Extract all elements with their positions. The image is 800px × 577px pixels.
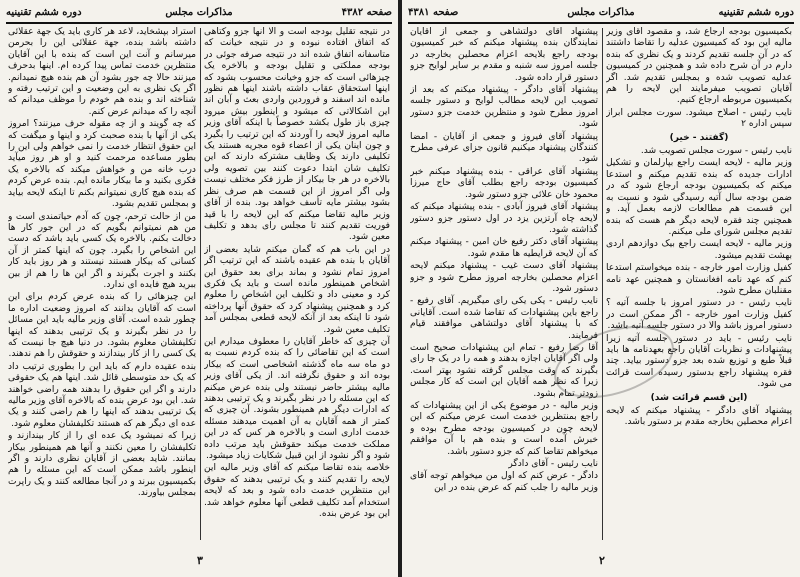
paragraph: وزیر مالیه - لایحه ایست راجع بیک دوازدهم اردی بهشت تقدیم میشود. [606,239,792,261]
header-title: مذاکرات مجلس [567,7,635,18]
paragraph: پیشنهاد آقای دادگر - پیشنهاد میکنم که لایحه اعزام محصلین بخارجه مقدم بر دستور باشد. [606,406,792,428]
paragraph: پیشنهاد آقای فیروز آبادی - بنده پیشنهاد میکنم که لایحه چاه آرتزین یزد در اول دستور جزو دستور گذاشته شود. [410,202,598,235]
paragraph: وزیر مالیه - لایحه ایست راجع بپارلمان و تشکیل ادارات جدیده که بنده تقدیم میکنم و استدعا میکنم که بکمیسیون بودجه ارجاع شود که در ضمن بودجه سال آتیه رسیدگی شود و نسبت به این قسمت هم مطالعات لازمه بعمل آید. و همچنین چند فقره لایحه دیگر هم هست که بنده تقدیم مجلس شورای ملی میکنم. [606,158,792,237]
header-page-number: صفحه ۴۳۸۲ [341,7,392,18]
paragraph: نایب رئیس - یکی یکی رای میگیریم. آقای رفیع - راجع باین پیشنهادات که تقاضا شده است. آقایانی که با پیشنهاد آقای دولتشاهی موافقند قیام فرمایند. [410,296,598,341]
paragraph: نایب رئیس - در دستور امروز با جلسه آتیه ؟ کفیل وزارت امور خارجه - اگر ممکن است در دستور امروز باشد والا در دستور جلسه آتیه باشد. [606,298,792,332]
paragraph: خلاصه بنده تقاضا میکنم که آقای وزیر مالیه این لایحه را تقدیم کنند و یک ترتیبی بدهند که حقوق این منتظرین خدمت داده شود و بعد که لایحه استخدام آمد تکلیف قطعی آنها معلوم خواهد شد. این بود عرض بنده. [204,463,390,520]
header-title: مذاکرات مجلس [165,7,233,18]
paragraph: زیرا که نمیشود یک عده ای را از کار بیندازند و تکلیفشان را معین نکنند و آنها هم همینطور بیکار بمانند. شاید بعضی از آقایان نظری دارند و اگر اینطور باشد ممکن است که این مسئله را هم بکمیسیون ببرند و در آنجا مطالعه کنند و یک راپرت بمجلس بیاورند. [8,431,196,499]
paragraph: پیشنهاد آقای عراقی - بنده پیشنهاد میکنم خبر کمیسیون بودجه راجع بطلب آقای حاج میرزا محمود خان علائی جزو دستور شود. [410,166,598,200]
paragraph: بکمیسیون بودجه ارجاع شد، و مقصود آقای وزیر مالیه این بود که کمیسیون عدلیه را تقاضا داشتند که در آن جلسه تقدیم کردند و یک نظری که بنده دارم در آن شرح داده شد و همچنین در کمیسیون عدلیه تصویب شده و بمجلس تقدیم شد. اگر آقایان تصویب میفرمایند این لایحه را هم بکمیسیون مربوطه ارجاع کنیم. [606,27,792,106]
left-page [0,0,398,577]
text-column-left [410,27,598,539]
paragraph: این چیزهائی را که بنده عرض کردم برای این است که آقایان بدانند که امروز وضعیت اداره ما چطور شده است. آقای وزیر مالیه باید این مسائل را در نظر بگیرند و یک ترتیبی بدهند که اینها تکلیفشان معلوم بشود. در دنیا هیچ جا نیست که یک کسی را از کار بیندازند و حقوقش را هم ندهند. [8,292,196,360]
page-header [408,4,794,22]
header-rule [408,22,794,24]
paragraph: (گفتند - خیر) [669,132,729,143]
paragraph: آقا رضا رفیع - تمام این پیشنهادات صحیح است ولی اگر آقایان اجازه بدهند و همه را در یک جا رای بگیرند که وقت مجلس گرفته نشود بهتر است. زیرا که نظر همه آقایان این است که کار مجلس زودتر تمام بشود. [410,342,598,399]
text-column-left [8,27,196,539]
header-session: دوره ششم تقنینیه [718,7,794,18]
paragraph: پیشنهاد آقای دکتر رفیع خان امین - پیشنهاد میکنم که آن لایحه قرایطیه ها مقدم شود. [410,237,598,259]
paragraph: دادگر - عرض کنم که اول من میخواهم توجه آقای وزیر مالیه را جلب کنم که عرض بنده در این [410,471,598,493]
paragraph: در نتیجه تقلیل بودجه است و الا آنها جزو وکتاهی که اتفاق افتاده نبوده و در نتیجه خیانت که متاسفانه اتفاق شده اند در نتیجه صرفه جوئی در بودجه مملکتی و تقلیل بودجه و بالاخره یک چیزهائی است که جزو وخیانت محسوب بشود که اینها استحقاق عقاب داشته باشند اینها هم نظور مانده اند اسفند و فروردین واردی بعث و آبان اند این اشکالاتی که میشود و اینطور بیش میرود چیزی باز طول بکشد خصوصاً با اینکه آقای وزیر مالیه امروز لایحه را آوردند که این ترتیب را بگیرد و چون اینان یکی از اعضاء قوه مجریه هستند یک تکلیفی دارند یک وظایف مشترکه دارند که این تکلیف شان ابتدا دعوت کنند بین تصویه ولی بالاخره در هر جا بیکار از طرز فکر مختلف نیست ولی اگر امروز از این قسمت هم صرف نظر بشود بیشتر مایه تأسف خواهد بود. بنده از آقای وزیر مالیه تقاضا میکنم که این لایحه را با قید فوریت تقدیم کنند تا مجلس رای بدهد و تکلیف معین شود. [204,27,390,243]
paragraph: نایب رئیس - اصلاح میشود. سورت مجلس ابراز سپس اداره ۲ [606,107,792,130]
paragraph: نایب رئیس - آقای دادگر [508,459,598,470]
page-number: ۲ [599,554,605,567]
section-heading: (این قسم قرائت شد) [650,392,748,403]
header-session: دوره ششم تقنینیه [6,7,82,18]
page-number: ۳ [197,554,203,567]
paragraph: پیشنهاد آقای دادگر - پیشنهاد میکنم که بعد از تصویب این لایحه مطالب لوایح و دستور جلسه امروز مطرح شود و منتظرین خدمت جزو دستور شود. [410,85,598,130]
paragraph: نایب رئیس - سورت مجلس تصویب شد. [640,146,792,157]
paragraph: بنده عقیده دارم که باید این را بطوری ترتیب داد که یک حد متوسطی قائل شد. اینها هم یک حقوقی دارند و اگر این حقوق را بدهند همه راضی خواهند شد. این بود عرض بنده که بالاخره آقای وزیر مالیه یک ترتیبی بدهند که اینها را هم راضی کنند و یک عده ای دیگر هم که هستند تکلیفشان معلوم شود. [8,361,196,429]
paragraph: من از حالت ترحم، چون که آدم حیاتمندی است و من هم نمیتوانم بگویم که در این جور کار ها دخالت بکنم. بالاخره یک کسی باید باشد که دست این اشخاص را بگیرد. چون که اینها کمتر از آن کسانی که بیکار هستند نیستند و هر روز باید کار بکنند و اجرت بگیرند و اگر این ها را هم از بین ببرید هیچ فایده ای ندارد. [8,211,196,290]
paragraph: که چه گویند و از چه مقوله حرف میزنند؟ امروز یکی از آنها با بنده صحبت کرد و اینها و میگفت که این حقوق انتظار خدمت را نمی خواهم ولی این را بطور مساعده مرحمت کنید و او هر روز میآید درب خانه من و خواهش میکند که بالاخره یک فکری بکنید و ما بیکار مانده ایم. بنده عرض کردم که بنده هیچ کاری نمیتوانم بکنم تا اینکه لایحه بیاید و بمجلس تقدیم بشود. [8,119,196,210]
paragraph: وزیر مالیه - در موضوع یکی از این پیشنهادات که راجع بمنتظرین خدمت است عرض میکنم که این لایحه چون در کمیسیون بودجه مطرح بوده و خبرش آمده است و بنده هم با آن موافقم میخواهم تقاضا کنم که جزو دستور باشد. [410,401,598,457]
right-page [402,0,800,577]
header-page-number: صفحه ۴۳۸۱ [408,7,459,18]
header-rule [6,22,392,24]
paragraph: استراد بپشخاید، لاعد هر کاری باید یک جهة عقلائی داشته باشد بنده، جهة عقلائی این را بحرمن میرسانم و آنت این است که بنده با این آقایان منتظرین خدمت تماس پیدا کرده ام. اینها بدحرف میزنند حالا چه جور بشود آن هم بنده هیچ نمیدانم. اگر یک نظری به این وضعیت و این ترتیب رفته و شناخته اند و بنده هم خودم را موظف میدانم که آنچه را که میدانم عرض کنم. [8,27,196,117]
paragraph: پیشنهاد آقای دست غیب - پیشنهاد میکنم لایحه اعزام محصلین بخارجه امروز مطرح شود و جزو دستور شود. [410,261,598,294]
paragraph: پیشنهاد آقای فیروز و جمعی از آقایان - امضا کنندگان پیشنهاد میکنیم قانون جزای عرفی مطرح شود. [410,131,598,165]
paragraph: در این باب هم که گمان میکنم شاید بعضی از آقایان با بنده هم عقیده باشند که این ترتیب اگر امروز تمام نشود و بماند برای بعد حقوق این اشخاص همینطور مانده است و باید یک فکری کرد و معینی داد و تکلیف این اشخاص را معلوم کرد و همچنین پیشنهاد کرد که حقوق آنها پرداخته شود تا اینکه بعد از آنکه لایحه قطعی بمجلس آمد تکلیف معین شود. [204,244,390,335]
page-header [6,4,392,22]
paragraph: آن چیزی که خاطر آقایان را معطوف میدارم این است که این تقاضائی را که بنده کردم نسبت به دو ماه سه ماه گذشته اشخاصی است که بیکار بوده اند و حقوق نگرفته اند. از یکی آقای وزیر مالیه بیشتر حاضر نیستند ولی بنده عرض میکنم که این مسئله را در نظر بگیرند و یک ترتیبی بدهند که ادارات دیگر هم همینطور بشوند. آن چیزی که کمتر از همه آقایان به آن اهمیت میدهند مسئله خدمت اداری است و بالاخره هر کس که در این مملکت خدمت میکند حقوقش باید مرتب داده شود و اگر نشود از این قبیل شکایات زیاد میشود. [204,336,390,462]
paragraph: نایب رئیس - باید در دستور جلسه آتیه زیرا پیشنهادات و نظریات آقایان راجع بعهدنامه ها باید قبلاً طبع و توزیع شده بعد جزو دستور بیاید. چند فقره پیشنهاد راجع بدستور رسیده است قرائت می شود. [606,333,792,390]
paragraph: پیشنهاد آقای دولتشاهی و جمعی از آقایان نمایندگان بنده پیشنهاد میکنم که خبر کمیسیون بودجه راجع بلایحه اعزام محصلین بخارجه در جلسه امروز سه شنبه و مقدم بر سایر لوایح جزو دستور قرار داده شود. [410,27,598,83]
column-divider [200,28,201,540]
text-column-right [204,27,390,539]
text-column-right [606,27,792,539]
column-divider [602,28,603,540]
paragraph: کفیل وزارت امور خارجه - بنده میخواستم استدعا کنم که عهد نامه افغانستان و همچنین عهد نامه مقنلبان مطرح شود. [606,263,792,296]
